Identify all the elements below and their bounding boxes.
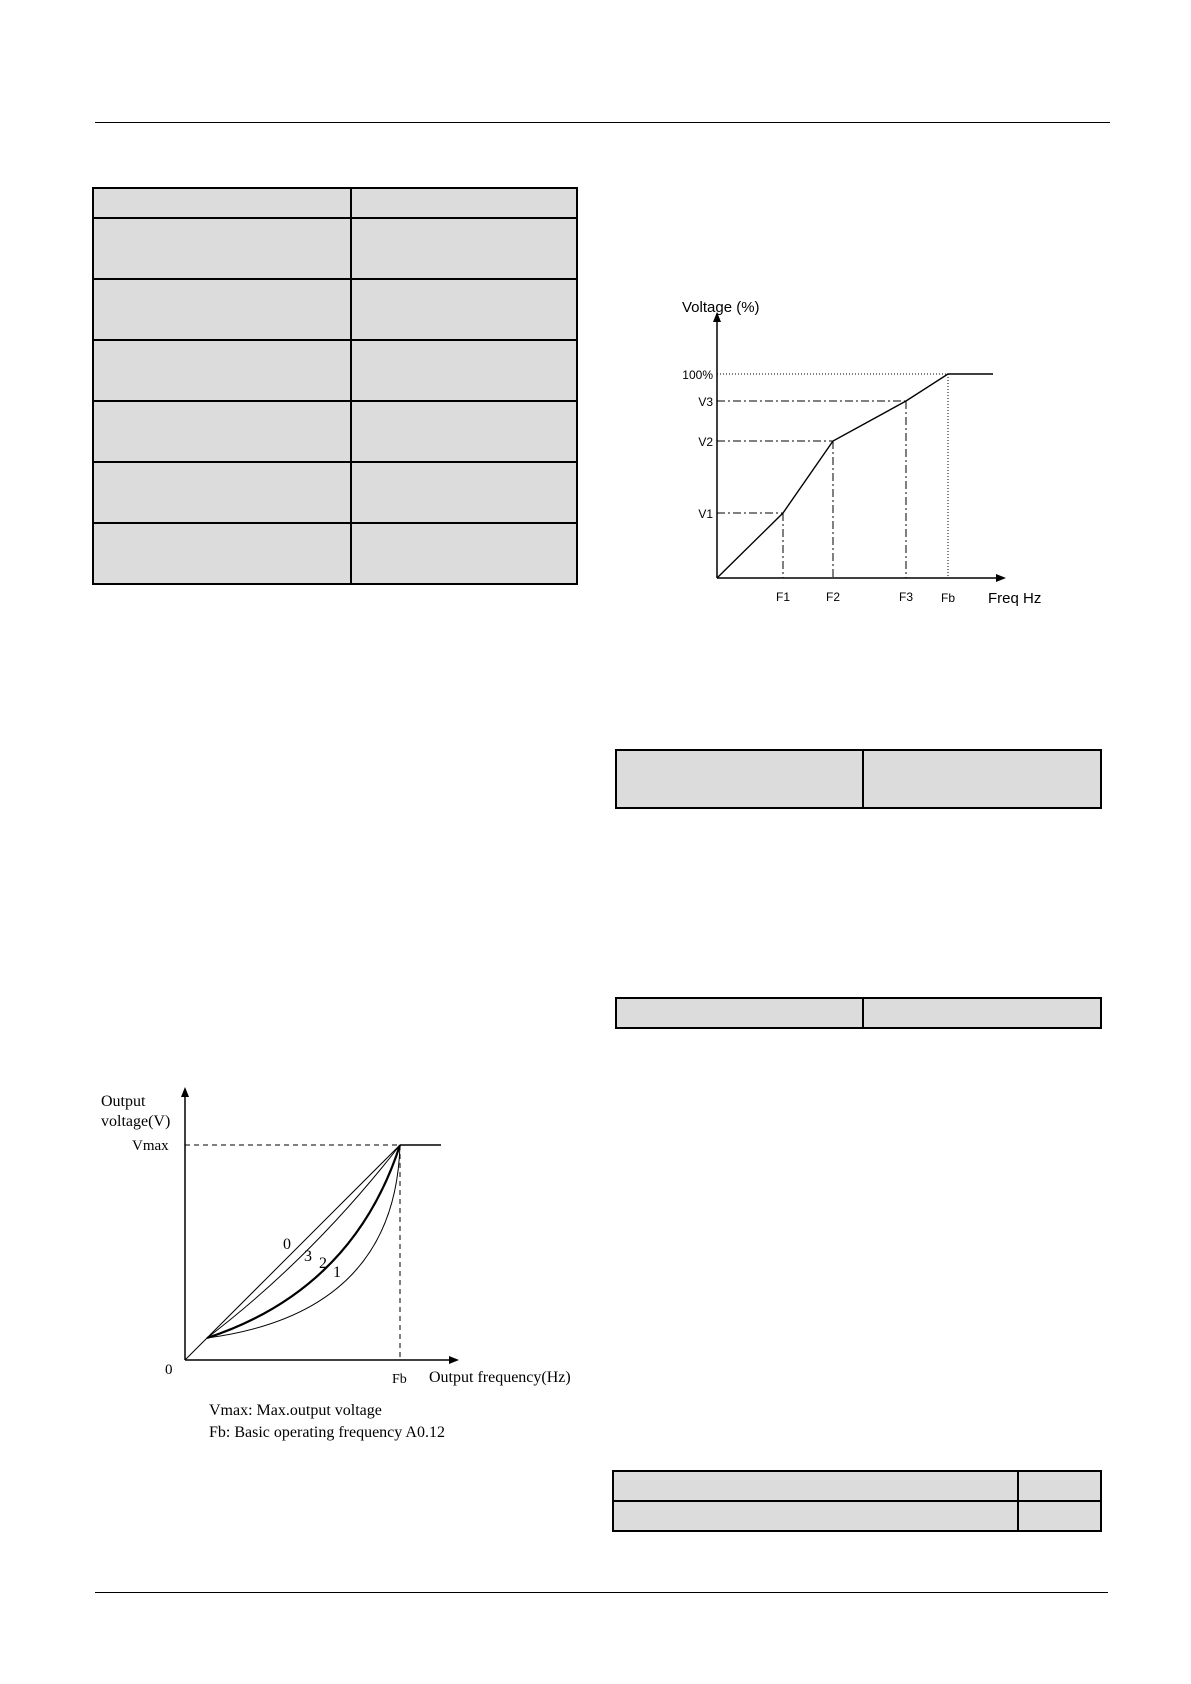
right-table-1 (615, 749, 1102, 809)
curve-label-0: 0 (283, 1236, 291, 1253)
header-rule (95, 122, 1110, 123)
y-tick-label: 100% (682, 368, 713, 382)
x-tick-label: Fb (940, 591, 956, 605)
x-tick-label: F3 (898, 590, 914, 604)
table-row (93, 188, 577, 218)
caption-line1: Vmax: Max.output voltage (209, 1402, 382, 1419)
x-tick-label: F1 (775, 590, 791, 604)
y-tick-label: V1 (698, 507, 713, 521)
curve-0 (185, 1145, 400, 1360)
table-row (616, 998, 1101, 1028)
x-axis-arrow-icon (449, 1356, 459, 1364)
left-parameter-table (92, 187, 578, 585)
table-row (93, 279, 577, 340)
curve-label-2: 2 (319, 1255, 327, 1272)
vf-line-series (717, 374, 993, 578)
right-table-3 (612, 1470, 1102, 1532)
origin-label: 0 (165, 1362, 173, 1378)
y-axis-label: Voltage (%) (682, 299, 760, 316)
table-row (93, 462, 577, 523)
curve-label-1: 1 (333, 1264, 341, 1281)
y-tick-label: Vmax (132, 1138, 169, 1154)
y-axis-label-line1: Output (101, 1093, 146, 1110)
vf-custom-chart (660, 290, 1080, 615)
curve-label-3: 3 (304, 1248, 312, 1265)
table-row (93, 340, 577, 401)
table-row (613, 1501, 1101, 1531)
y-tick-label: V2 (698, 435, 713, 449)
x-tick-label: F2 (825, 590, 841, 604)
right-table-2 (615, 997, 1102, 1029)
vf-curve-chart (95, 1085, 595, 1455)
x-tick-label: Fb (392, 1372, 407, 1387)
table-row (613, 1471, 1101, 1501)
caption-line2: Fb: Basic operating frequency A0.12 (209, 1424, 445, 1441)
footer-rule (95, 1592, 1108, 1593)
table-row (93, 401, 577, 462)
table-row (93, 218, 577, 279)
y-tick-label: V3 (698, 395, 713, 409)
y-axis-arrow-icon (181, 1087, 189, 1097)
table-row (616, 750, 1101, 808)
x-axis-arrow-icon (996, 574, 1006, 582)
x-axis-label: Freq Hz (988, 590, 1042, 607)
x-axis-label: Output frequency(Hz) (429, 1369, 571, 1386)
table-row (93, 523, 577, 584)
y-axis-label-line2: voltage(V) (101, 1113, 171, 1130)
